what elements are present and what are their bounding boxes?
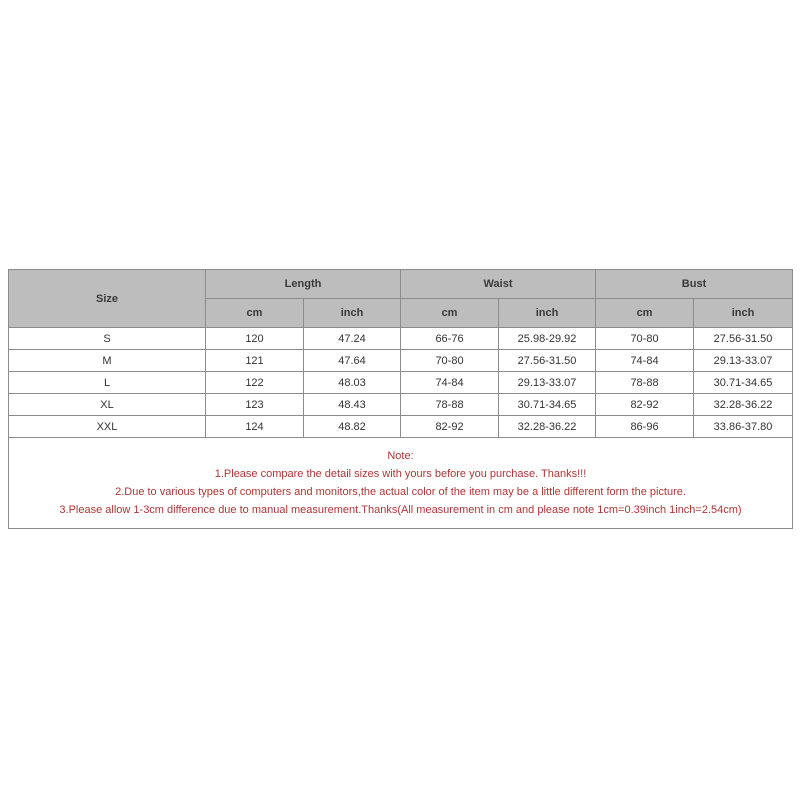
size-cell: S xyxy=(9,328,206,350)
bust-inch-header: inch xyxy=(694,299,793,328)
table-cell: 48.03 xyxy=(304,372,401,394)
table-cell: 124 xyxy=(206,416,304,438)
table-cell: 29.13-33.07 xyxy=(694,350,793,372)
table-row xyxy=(9,394,793,416)
size-column-header: Size xyxy=(9,270,206,328)
table-row xyxy=(9,350,793,372)
table-cell: 30.71-34.65 xyxy=(694,372,793,394)
table-row xyxy=(9,372,793,394)
table-cell: 25.98-29.92 xyxy=(499,328,596,350)
table-cell: 82-92 xyxy=(596,394,694,416)
table-cell: 27.56-31.50 xyxy=(499,350,596,372)
size-cell: XL xyxy=(9,394,206,416)
table-cell: 32.28-36.22 xyxy=(694,394,793,416)
bust-cm-header: cm xyxy=(596,299,694,328)
table-cell: 123 xyxy=(206,394,304,416)
size-cell: L xyxy=(9,372,206,394)
table-cell: 47.24 xyxy=(304,328,401,350)
table-cell: 27.56-31.50 xyxy=(694,328,793,350)
table-cell: 32.28-36.22 xyxy=(499,416,596,438)
table-cell: 70-80 xyxy=(596,328,694,350)
note-row xyxy=(9,438,793,529)
note-line-2: 2.Due to various types of computers and monitors,the actual color of the item may be a little different form the picture. xyxy=(115,486,686,498)
length-group-header: Length xyxy=(206,270,401,299)
size-cell: M xyxy=(9,350,206,372)
note-cell xyxy=(9,438,793,529)
waist-cm-header: cm xyxy=(401,299,499,328)
table-cell: 121 xyxy=(206,350,304,372)
table-cell: 74-84 xyxy=(596,350,694,372)
table-cell: 70-80 xyxy=(401,350,499,372)
table-cell: 122 xyxy=(206,372,304,394)
table-cell: 30.71-34.65 xyxy=(499,394,596,416)
table-cell: 86-96 xyxy=(596,416,694,438)
table-cell: 82-92 xyxy=(401,416,499,438)
bust-group-header: Bust xyxy=(596,270,793,299)
waist-inch-header: inch xyxy=(499,299,596,328)
note-line-1: 1.Please compare the detail sizes with yours before you purchase. Thanks!!! xyxy=(214,468,587,480)
waist-group-header: Waist xyxy=(401,270,596,299)
table-row xyxy=(9,328,793,350)
table-row xyxy=(9,416,793,438)
note-title: Note: xyxy=(387,450,414,462)
header-row-groups xyxy=(9,270,793,299)
table-cell: 120 xyxy=(206,328,304,350)
note-line-3: 3.Please allow 1-3cm difference due to manual measurement.Thanks(All measurement in cm and please note 1cm=0.39inch 1inch=2.54cm) xyxy=(59,504,742,516)
length-inch-header: inch xyxy=(304,299,401,328)
table-cell: 29.13-33.07 xyxy=(499,372,596,394)
size-cell: XXL xyxy=(9,416,206,438)
table-cell: 78-88 xyxy=(596,372,694,394)
table-cell: 33.86-37.80 xyxy=(694,416,793,438)
table-cell: 48.82 xyxy=(304,416,401,438)
size-chart xyxy=(8,269,792,529)
table-cell: 48.43 xyxy=(304,394,401,416)
table-cell: 47.64 xyxy=(304,350,401,372)
table-cell: 78-88 xyxy=(401,394,499,416)
table-cell: 74-84 xyxy=(401,372,499,394)
table-cell: 66-76 xyxy=(401,328,499,350)
length-cm-header: cm xyxy=(206,299,304,328)
size-table xyxy=(8,269,793,529)
